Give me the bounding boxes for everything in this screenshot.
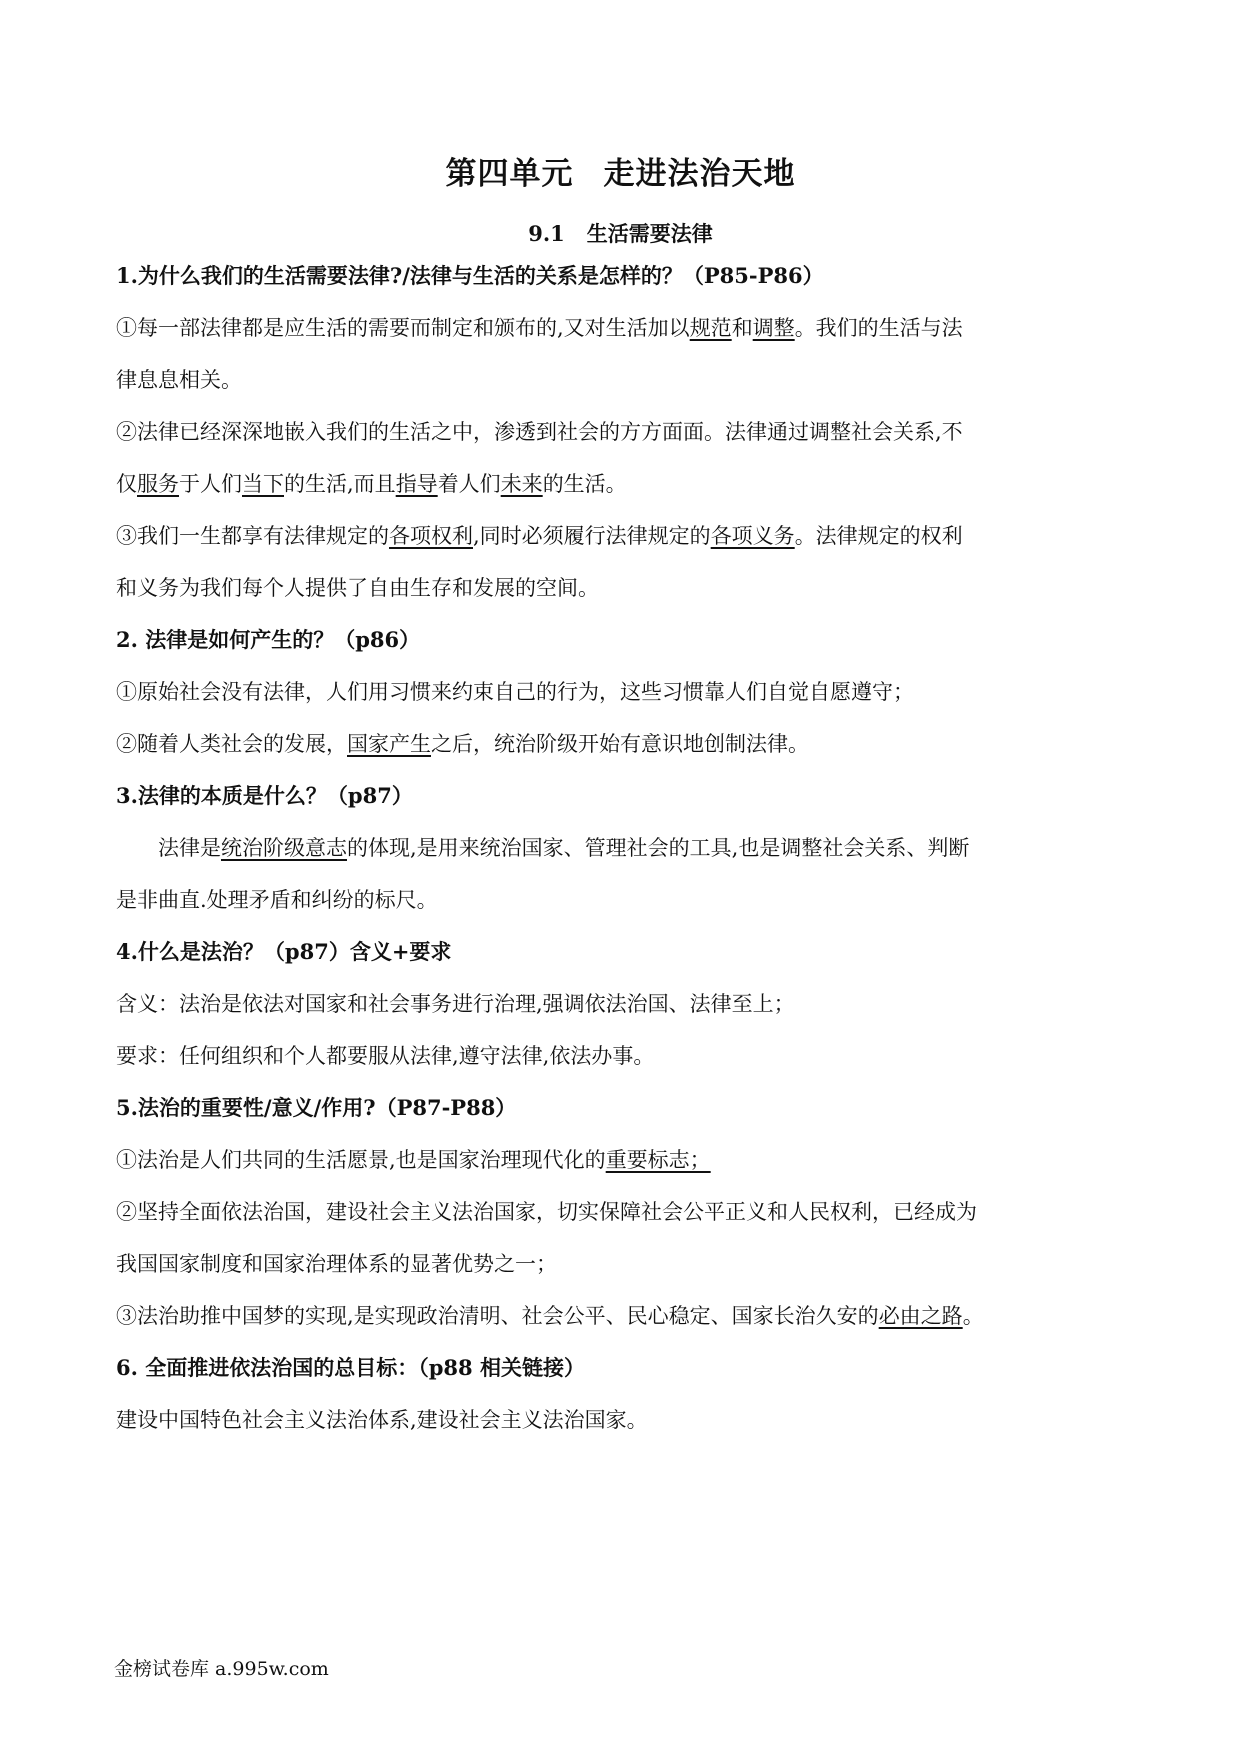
section-title (0, 218, 1241, 248)
keyword: 未来 (500, 472, 543, 496)
q1-point-3-line-2: 和义务为我们每个人提供了自由生存和发展的空间。 (116, 576, 599, 600)
q5-point-2-line-1: ②坚持全面依法治国，建设社会主义法治国家，切实保障社会公平正义和人民权利，已经成为 (116, 1200, 977, 1224)
text-run: 的生活,而且 (284, 472, 396, 496)
question-3-heading: 3.法律的本质是什么？（p87） (116, 783, 413, 808)
keyword: 必由之路 (878, 1304, 963, 1328)
text-run: ③我们一生都享有法律规定的 (116, 524, 389, 548)
unit-title (0, 148, 1241, 193)
unit-title-left: 第四单元 (445, 156, 574, 192)
q1-point-1-line-2: 律息息相关。 (116, 368, 242, 392)
question-5-heading: 5.法治的重要性/意义/作用?（P87-P88） (116, 1095, 517, 1120)
q3-answer-line-1 (116, 834, 1126, 862)
question-6-heading: 6. 全面推进依法治国的总目标：（p88 相关链接） (116, 1355, 585, 1380)
text-run: 之后，统治阶级开始有意识地创制法律。 (431, 732, 809, 756)
q1-point-3-line-1 (116, 522, 1126, 550)
text-run: 法律是 (158, 836, 221, 860)
keyword: 重要标志； (605, 1148, 711, 1172)
keyword: 调整 (752, 316, 795, 340)
q5-point-3 (116, 1302, 1126, 1330)
question-1-heading: 1.为什么我们的生活需要法律?/法律与生活的关系是怎样的？（P85-P86） (116, 263, 824, 288)
text-run: 的体现,是用来统治国家、管理社会的工具,也是调整社会关系、判断 (347, 836, 970, 860)
question-2-heading: 2. 法律是如何产生的？（p86） (116, 627, 421, 652)
q1-point-2-line-1: ②法律已经深深地嵌入我们的生活之中，渗透到社会的方方面面。法律通过调整社会关系,不 (116, 420, 963, 444)
q3-answer-line-2: 是非曲直.处理矛盾和纠纷的标尺。 (116, 888, 438, 912)
keyword: 国家产生 (347, 732, 431, 756)
footer-source: 金榜试卷库 a.995w.com (114, 1658, 329, 1680)
content-body (116, 262, 1126, 1458)
text-run: 着人们 (437, 472, 501, 496)
unit-title-right: 走进法治天地 (603, 156, 796, 192)
keyword: 服务 (137, 472, 179, 496)
q1-point-1-line-1 (116, 314, 1126, 342)
keyword: 各项权利 (389, 524, 473, 548)
keyword: 各项义务 (710, 524, 795, 548)
q2-point-2 (116, 730, 1126, 758)
keyword: 规范 (689, 316, 732, 340)
text-run: 。法律规定的权利 (794, 524, 963, 548)
q2-point-1: ①原始社会没有法律，人们用习惯来约束自己的行为，这些习惯靠人们自觉自愿遵守； (116, 680, 914, 704)
text-run: 。我们的生活与法 (794, 316, 963, 340)
text-run: 于人们 (179, 472, 242, 496)
section-number: 9.1 (528, 221, 565, 246)
section-name: 生活需要法律 (586, 221, 713, 246)
q1-point-2-line-2 (116, 470, 1126, 498)
text-run: ②随着人类社会的发展， (116, 732, 347, 756)
q4-meaning: 含义：法治是依法对国家和社会事务进行治理,强调依法治国、法律至上； (116, 992, 795, 1016)
q5-point-1 (116, 1146, 1126, 1174)
keyword: 当下 (242, 472, 284, 496)
text-run: 仅 (116, 472, 137, 496)
text-run: 和 (731, 316, 753, 340)
keyword: 指导 (395, 472, 438, 496)
question-4-heading: 4.什么是法治？（p87）含义+要求 (116, 939, 452, 964)
text-run: ③法治助推中国梦的实现,是实现政治清明、社会公平、民心稳定、国家长治久安的 (116, 1304, 879, 1328)
text-run: ①法治是人们共同的生活愿景,也是国家治理现代化的 (116, 1148, 606, 1172)
keyword: 统治阶级意志 (221, 836, 347, 860)
text-run: 的生活。 (542, 472, 627, 496)
q6-answer: 建设中国特色社会主义法治体系,建设社会主义法治国家。 (116, 1408, 648, 1432)
text-run: 。 (962, 1304, 984, 1328)
text-run: ,同时必须履行法律规定的 (473, 524, 711, 548)
text-run: ①每一部法律都是应生活的需要而制定和颁布的,又对生活加以 (116, 316, 690, 340)
q4-requirement: 要求：任何组织和个人都要服从法律,遵守法律,依法办事。 (116, 1044, 655, 1068)
q5-point-2-line-2: 我国国家制度和国家治理体系的显著优势之一； (116, 1252, 557, 1276)
